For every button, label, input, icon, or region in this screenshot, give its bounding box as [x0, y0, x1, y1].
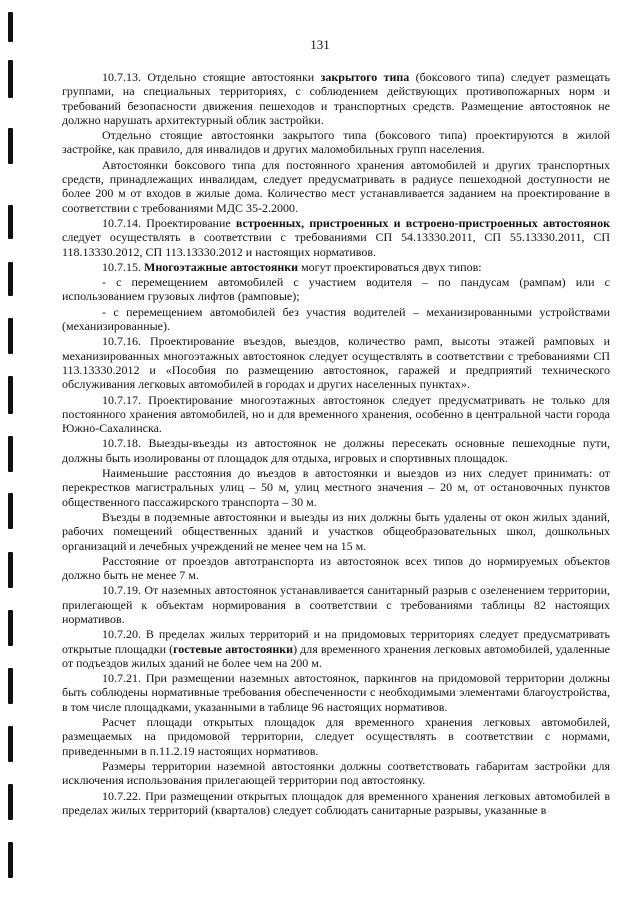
text-run: Отдельно стоящие автостоянки закрытого типа (боксового типа) проектируются в жилой застройке, как правило, для инвалидов и других маломобильных групп населения. — [62, 128, 610, 157]
paragraph — [62, 158, 610, 215]
text-run: 10.7.17. Проектирование многоэтажных автостоянок следует предусматривать не только для постоянного хранения автомобилей, но и для временного хранения, особенно в центральной части города Южно-Сахалинска. — [62, 392, 610, 436]
bold-term: гостевые автостоянки — [173, 641, 294, 656]
paragraph — [62, 583, 610, 626]
binder-mark — [8, 668, 13, 704]
binder-mark — [8, 436, 13, 472]
binder-mark — [8, 376, 13, 414]
text-run: Расчет площади открытых площадок для временного хранения легковых автомобилей, размещаемых на придомовой территории, следует осуществлять в соответствии с нормами, приведенными в п.11.2.19 настоящих нормативов. — [62, 715, 610, 758]
paragraph — [62, 305, 610, 334]
text-run: - с перемещением автомобилей без участия водителей – механизированными устройствами (механизированные). — [62, 304, 610, 334]
text-run: могут проектироваться двух типов: — [298, 259, 482, 274]
paragraph — [62, 554, 610, 583]
text-run: ) для временного хранения легковых автомобилей, удаленные от подъездов жилых зданий не более чем на 200 м. — [62, 641, 610, 670]
text-run: 10.7.21. При размещении наземных автостоянок, паркингов на придомовой территории должны быть соблюдены нормативные требования обеспеченности с необходимыми элементами благоустройства, в том числе площадками, указанными в таблице 96 настоящих нормативов. — [62, 671, 610, 714]
bold-term: закрытого типа — [320, 70, 410, 84]
text-run: Размеры территории наземной автостоянки должны соответствовать габаритам застройки для исключения использования прилегающей территории под автостоянку. — [62, 758, 610, 788]
binder-mark — [8, 128, 13, 164]
binder-mark — [8, 262, 13, 296]
page-number: 131 — [310, 37, 330, 52]
text-run: 10.7.19. От наземных автостоянок устанавливается санитарный разрыв с озеленением территории, прилегающей к объектам нормирования в соответствии с требованиями таблицы 82 настоящих нормативов. — [62, 583, 610, 626]
binder-mark — [8, 784, 13, 820]
paragraph — [62, 260, 610, 274]
paragraph — [62, 275, 610, 304]
paragraph — [62, 510, 610, 553]
paragraph — [62, 671, 610, 714]
binder-mark — [8, 610, 13, 646]
paragraph — [62, 216, 610, 259]
text-run: 10.7.22. При размещении открытых площадок для временного хранения легковых автомобилей в пределах жилых территорий (кварталов) следует соблюдать санитарные разрывы, указанные в — [62, 788, 610, 817]
paragraph — [62, 128, 610, 157]
binder-mark — [8, 842, 13, 878]
paragraph — [62, 789, 610, 818]
paragraph — [62, 70, 610, 127]
paragraph — [62, 334, 610, 391]
text-run: Наименьшие расстояния до въездов в автостоянки и выездов из них следует принимать: от перекрестков магистральных улиц – 50 м, улиц местного значения – 20 м, от остановочных пунктов общественного пассажирского транспорта – 30 м. — [62, 466, 610, 509]
text-run: Автостоянки боксового типа для постоянного хранения автомобилей и других транспортных средств, принадлежащих инвалидам, следует предусматривать в радиусе пешеходной доступности не более 200 м от входов в жилые дома. Количество мест устанавливается заданием на проектирование в соответствии с требованиями МДС 35-2.2000. — [62, 157, 610, 215]
paragraph — [62, 759, 610, 788]
text-run: 10.7.20. В пределах жилых территорий и на придомовых территориях следует предусматривать открытые площадки ( — [62, 627, 610, 656]
text-run: 10.7.18. Выезды-въезды из автостоянок не должны пересекать основные пешеходные пути, должны быть изолированы от площадок для отдыха, игровых и спортивных площадок. — [62, 436, 610, 465]
document-body — [62, 70, 610, 818]
paragraph — [62, 466, 610, 509]
text-run: 10.7.16. Проектирование въездов, выездов, количество рамп, высоты этажей рамповых и механизированных многоэтажных автостоянок следует осуществлять в соответствии с требованиями СП 113.13330.2012 и «Пособия по размещению автостоянок, гаражей и предприятий технического обслуживания легковых автомобилей в городах и других населенных пунктах». — [62, 334, 610, 392]
binder-mark — [8, 726, 13, 762]
text-run: 10.7.15. — [102, 259, 144, 274]
binder-mark — [8, 493, 13, 529]
binder-mark — [8, 552, 13, 588]
text-run: следует осуществлять в соответствии с требованиями СП 54.13330.2011, СП 55.13330.2011, СП 118.13330.2012, СП 113.13330.2012 и настоящих нормативов. — [62, 230, 610, 259]
bold-term: Многоэтажные автостоянки — [144, 259, 299, 274]
paragraph — [62, 715, 610, 758]
paragraph — [62, 436, 610, 465]
binder-mark — [8, 318, 13, 354]
text-run: Расстояние от проездов автотранспорта из автостоянок всех типов до нормируемых объектов должно быть не менее 7 м. — [62, 553, 610, 583]
paragraph — [62, 627, 610, 670]
text-run: Въезды в подземные автостоянки и выезды из них должны быть удалены от окон жилых зданий, рабочих помещений общественных зданий и участков общеобразовательных школ, дошкольных организаций и лечебных учреждений не менее чем на 15 м. — [62, 509, 610, 553]
text-run: (боксового типа) следует размещать группами, на специальных территориях, с соблюдением действующих противопожарных норм и требований безопасности движения пешеходов и транспортных средств. Размещение автостоянок не должно нарушать архитектурный облик застройки. — [62, 70, 611, 127]
binder-mark — [8, 205, 13, 239]
bold-term: встроенных, пристроенных и встроено-пристроенных автостоянок — [235, 215, 611, 230]
paragraph — [62, 393, 610, 436]
binder-margin-marks — [8, 0, 18, 905]
binder-mark — [8, 60, 13, 98]
text-run: 10.7.13. Отдельно стоящие автостоянки — [102, 70, 321, 84]
text-run: 10.7.14. Проектирование — [102, 215, 236, 230]
text-run: - с перемещением автомобилей с участием водителя – по пандусам (рампам) или с использованием грузовых лифтов (рамповые); — [62, 275, 610, 304]
